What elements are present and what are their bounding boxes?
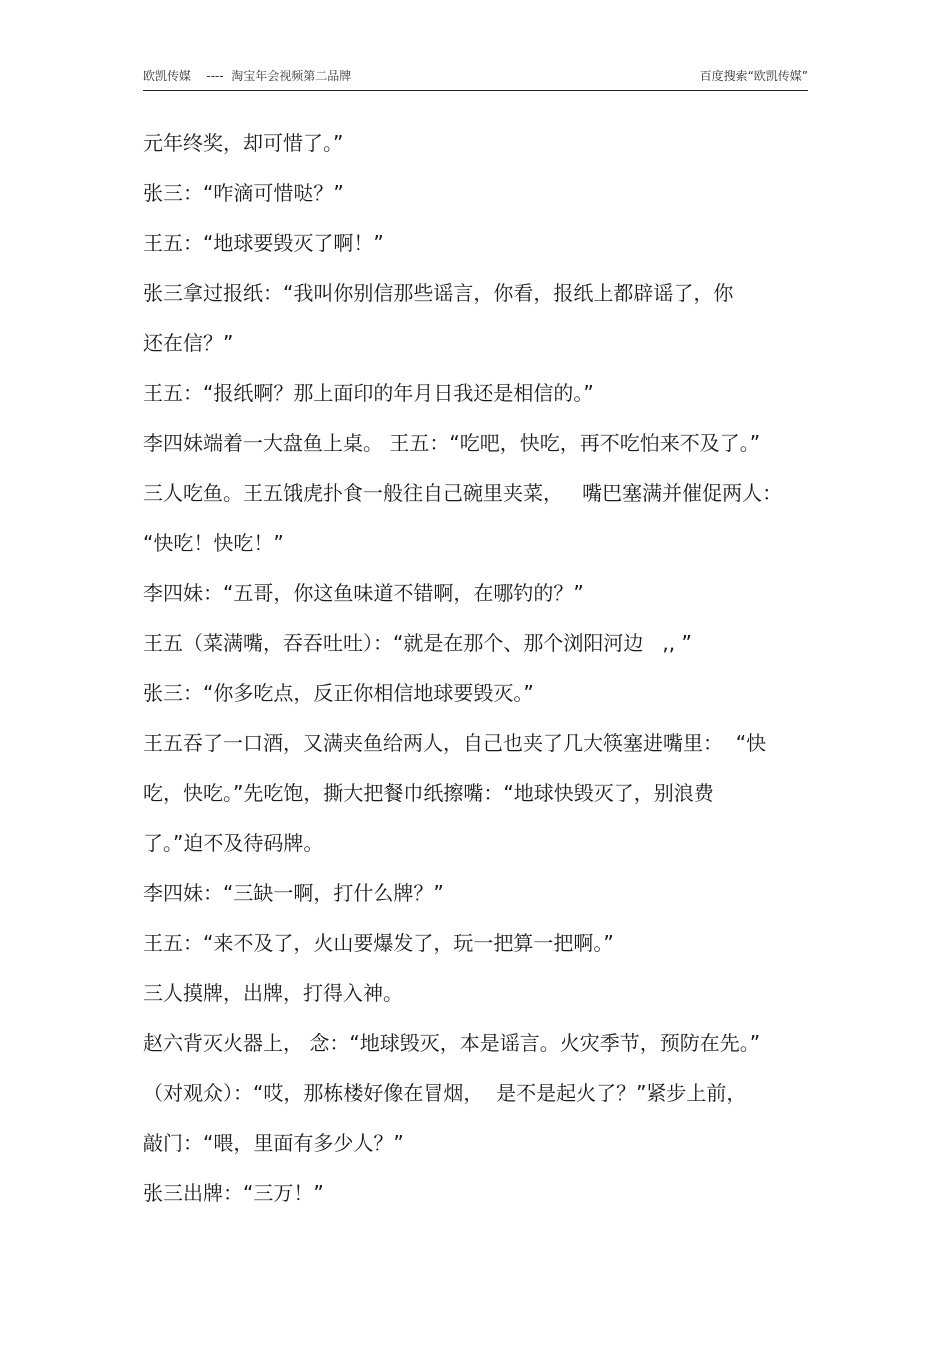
text-line: 王五：“地球要毁灭了啊！” [143, 231, 384, 255]
text-line: 王五：“来不及了，火山要爆发了，玩一把算一把啊。” [143, 931, 614, 955]
text-line: “快吃！快吃！” [143, 531, 284, 555]
page-header [143, 66, 808, 91]
text-line: 还在信？” [143, 331, 234, 355]
text-line: 赵六背灭火器上， 念：“地球毁灭，本是谣言。火灾季节，预防在先。” [143, 1031, 761, 1055]
text-line: 三人摸牌，出牌，打得入神。 [143, 981, 403, 1005]
text-line: 元年终奖，却可惜了。” [143, 131, 344, 155]
text-line: 张三出牌：“三万！” [143, 1181, 324, 1205]
header-brand-text: 欧凯传媒 ---- 淘宝年会视频第二品牌 [143, 69, 352, 83]
text-line: 王五（菜满嘴，吞吞吐吐）：“就是在那个、那个浏阳河边 ,, ” [143, 631, 692, 655]
text-line: 李四妹：“三缺一啊，打什么牌？” [143, 881, 444, 905]
text-line: 了。”迫不及待码牌。 [143, 831, 324, 855]
text-line: 张三拿过报纸：“我叫你别信那些谣言，你看，报纸上都辟谣了，你 [143, 281, 734, 305]
text-line: 李四妹：“五哥，你这鱼味道不错啊，在哪钓的？” [143, 581, 584, 605]
text-line: 张三：“你多吃点，反正你相信地球要毁灭。” [143, 681, 534, 705]
text-line: 王五：“报纸啊？那上面印的年月日我还是相信的。” [143, 381, 594, 405]
text-line: （对观众）：“哎，那栋楼好像在冒烟， 是不是起火了？”紧步上前， [143, 1081, 747, 1105]
text-line: 王五吞了一口酒，又满夹鱼给两人，自己也夹了几大筷塞进嘴里： “快 [143, 731, 767, 755]
text-line: 敲门：“喂，里面有多少人？” [143, 1131, 404, 1155]
text-line: 吃，快吃。”先吃饱，撕大把餐巾纸擦嘴：“地球快毁灭了，别浪费 [143, 781, 714, 805]
text-line: 三人吃鱼。王五饿虎扑食一般往自己碗里夹菜， 嘴巴塞满并催促两人： [143, 481, 783, 505]
script-body [143, 118, 808, 1218]
header-search-hint: 百度搜索“欧凯传媒” [699, 69, 808, 83]
text-line: 张三：“咋滴可惜哒？” [143, 181, 344, 205]
text-line: 李四妹端着一大盘鱼上桌。 王五：“吃吧，快吃，再不吃怕来不及了。” [143, 431, 761, 455]
